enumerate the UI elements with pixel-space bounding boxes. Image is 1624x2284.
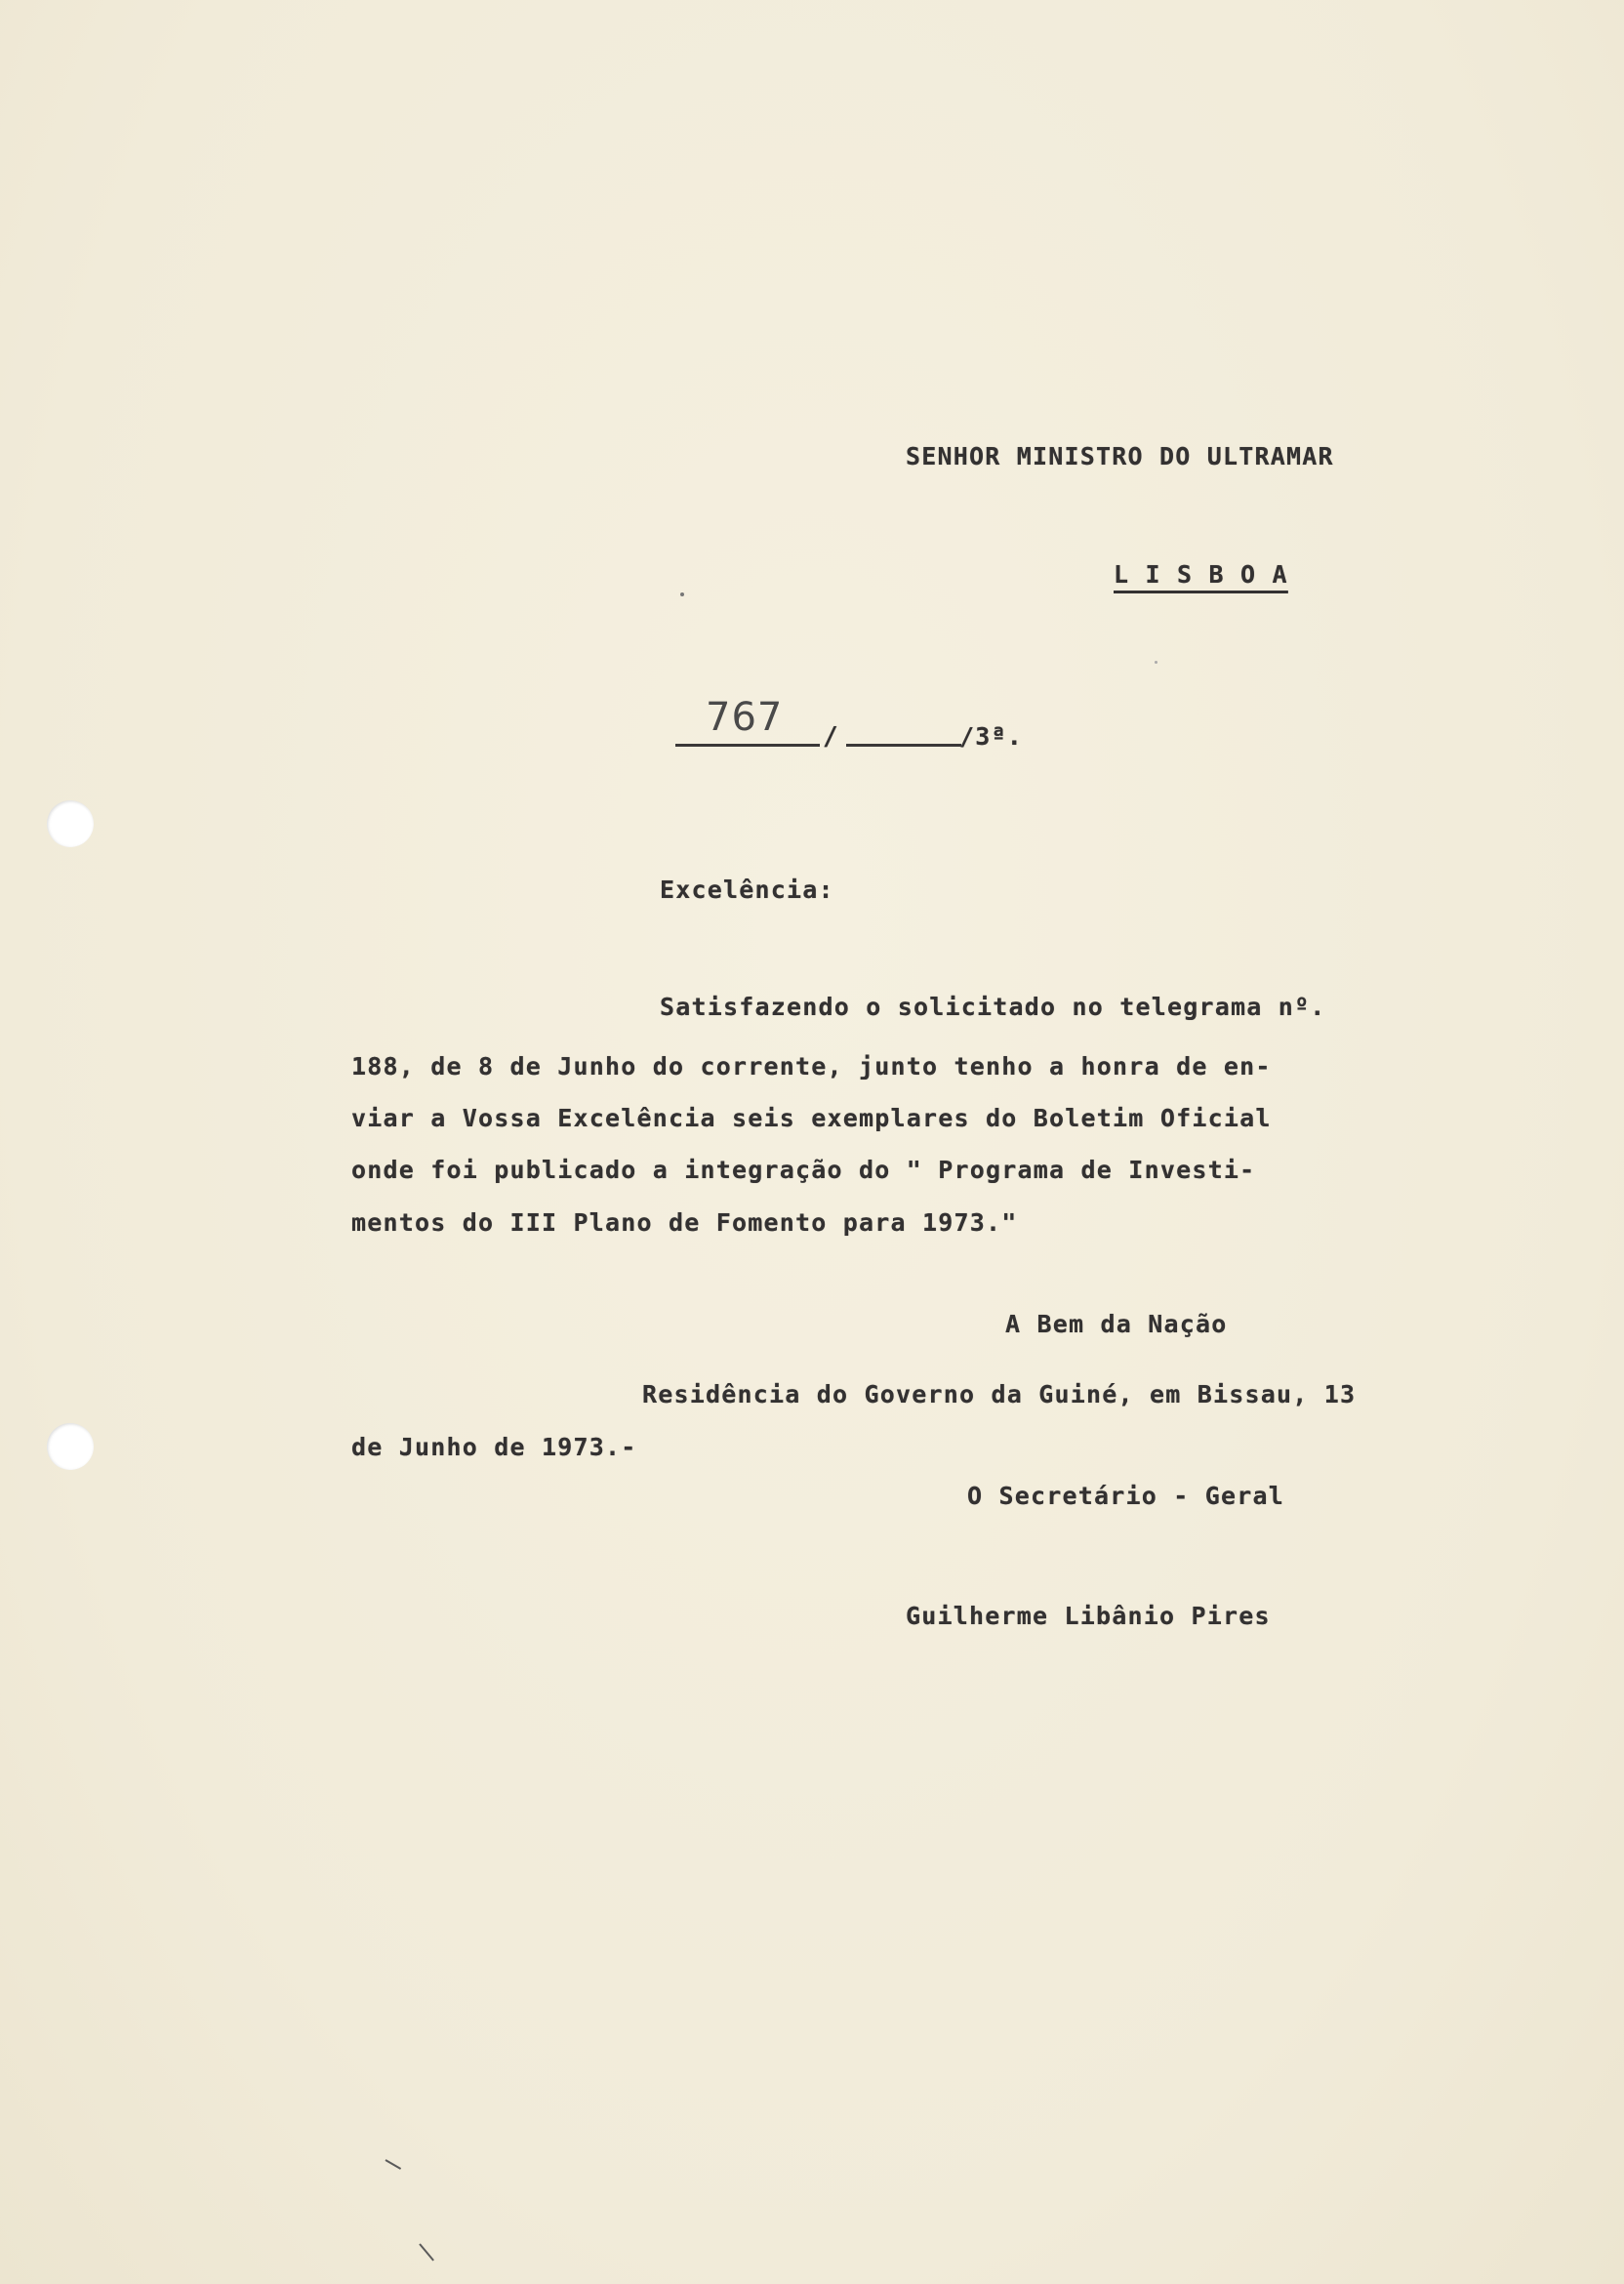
reference-separator: / [823,722,839,752]
salutation: Excelência: [660,876,834,904]
paper-mark [386,2159,402,2170]
paper-speck [1155,661,1157,664]
body-line-5: mentos do III Plano de Fomento para 1973." [351,1208,1018,1237]
signature-role: O Secretário - Geral [967,1482,1285,1510]
body-line-1: Satisfazendo o solicitado no telegrama nº. [660,993,1326,1021]
recipient-title: SENHOR MINISTRO DO ULTRAMAR [906,442,1334,470]
location-date-line-1: Residência do Governo da Guiné, em Bissau, 13 [642,1380,1357,1408]
reference-number: 767 [706,695,784,740]
punch-hole-top [47,800,94,847]
paper-speck [680,592,684,596]
reference-suffix: /3ª. [959,722,1024,751]
punch-hole-bottom [47,1423,94,1470]
paper-mark [419,2243,434,2261]
signature-name: Guilherme Libânio Pires [906,1602,1271,1630]
closing-formula: A Bem da Nação [1005,1310,1228,1338]
body-line-2: 188, de 8 de Junho do corrente, junto tenho a honra de en- [351,1052,1272,1081]
location-date-line-2: de Junho de 1973.- [351,1433,637,1461]
body-line-4: onde foi publicado a integração do " Programa de Investi- [351,1156,1256,1184]
recipient-city: L I S B O A [1114,560,1288,589]
body-line-3: viar a Vossa Excelência seis exemplares do Boletim Oficial [351,1104,1272,1132]
reference-underline-1 [675,744,820,747]
reference-underline-2 [846,744,961,747]
